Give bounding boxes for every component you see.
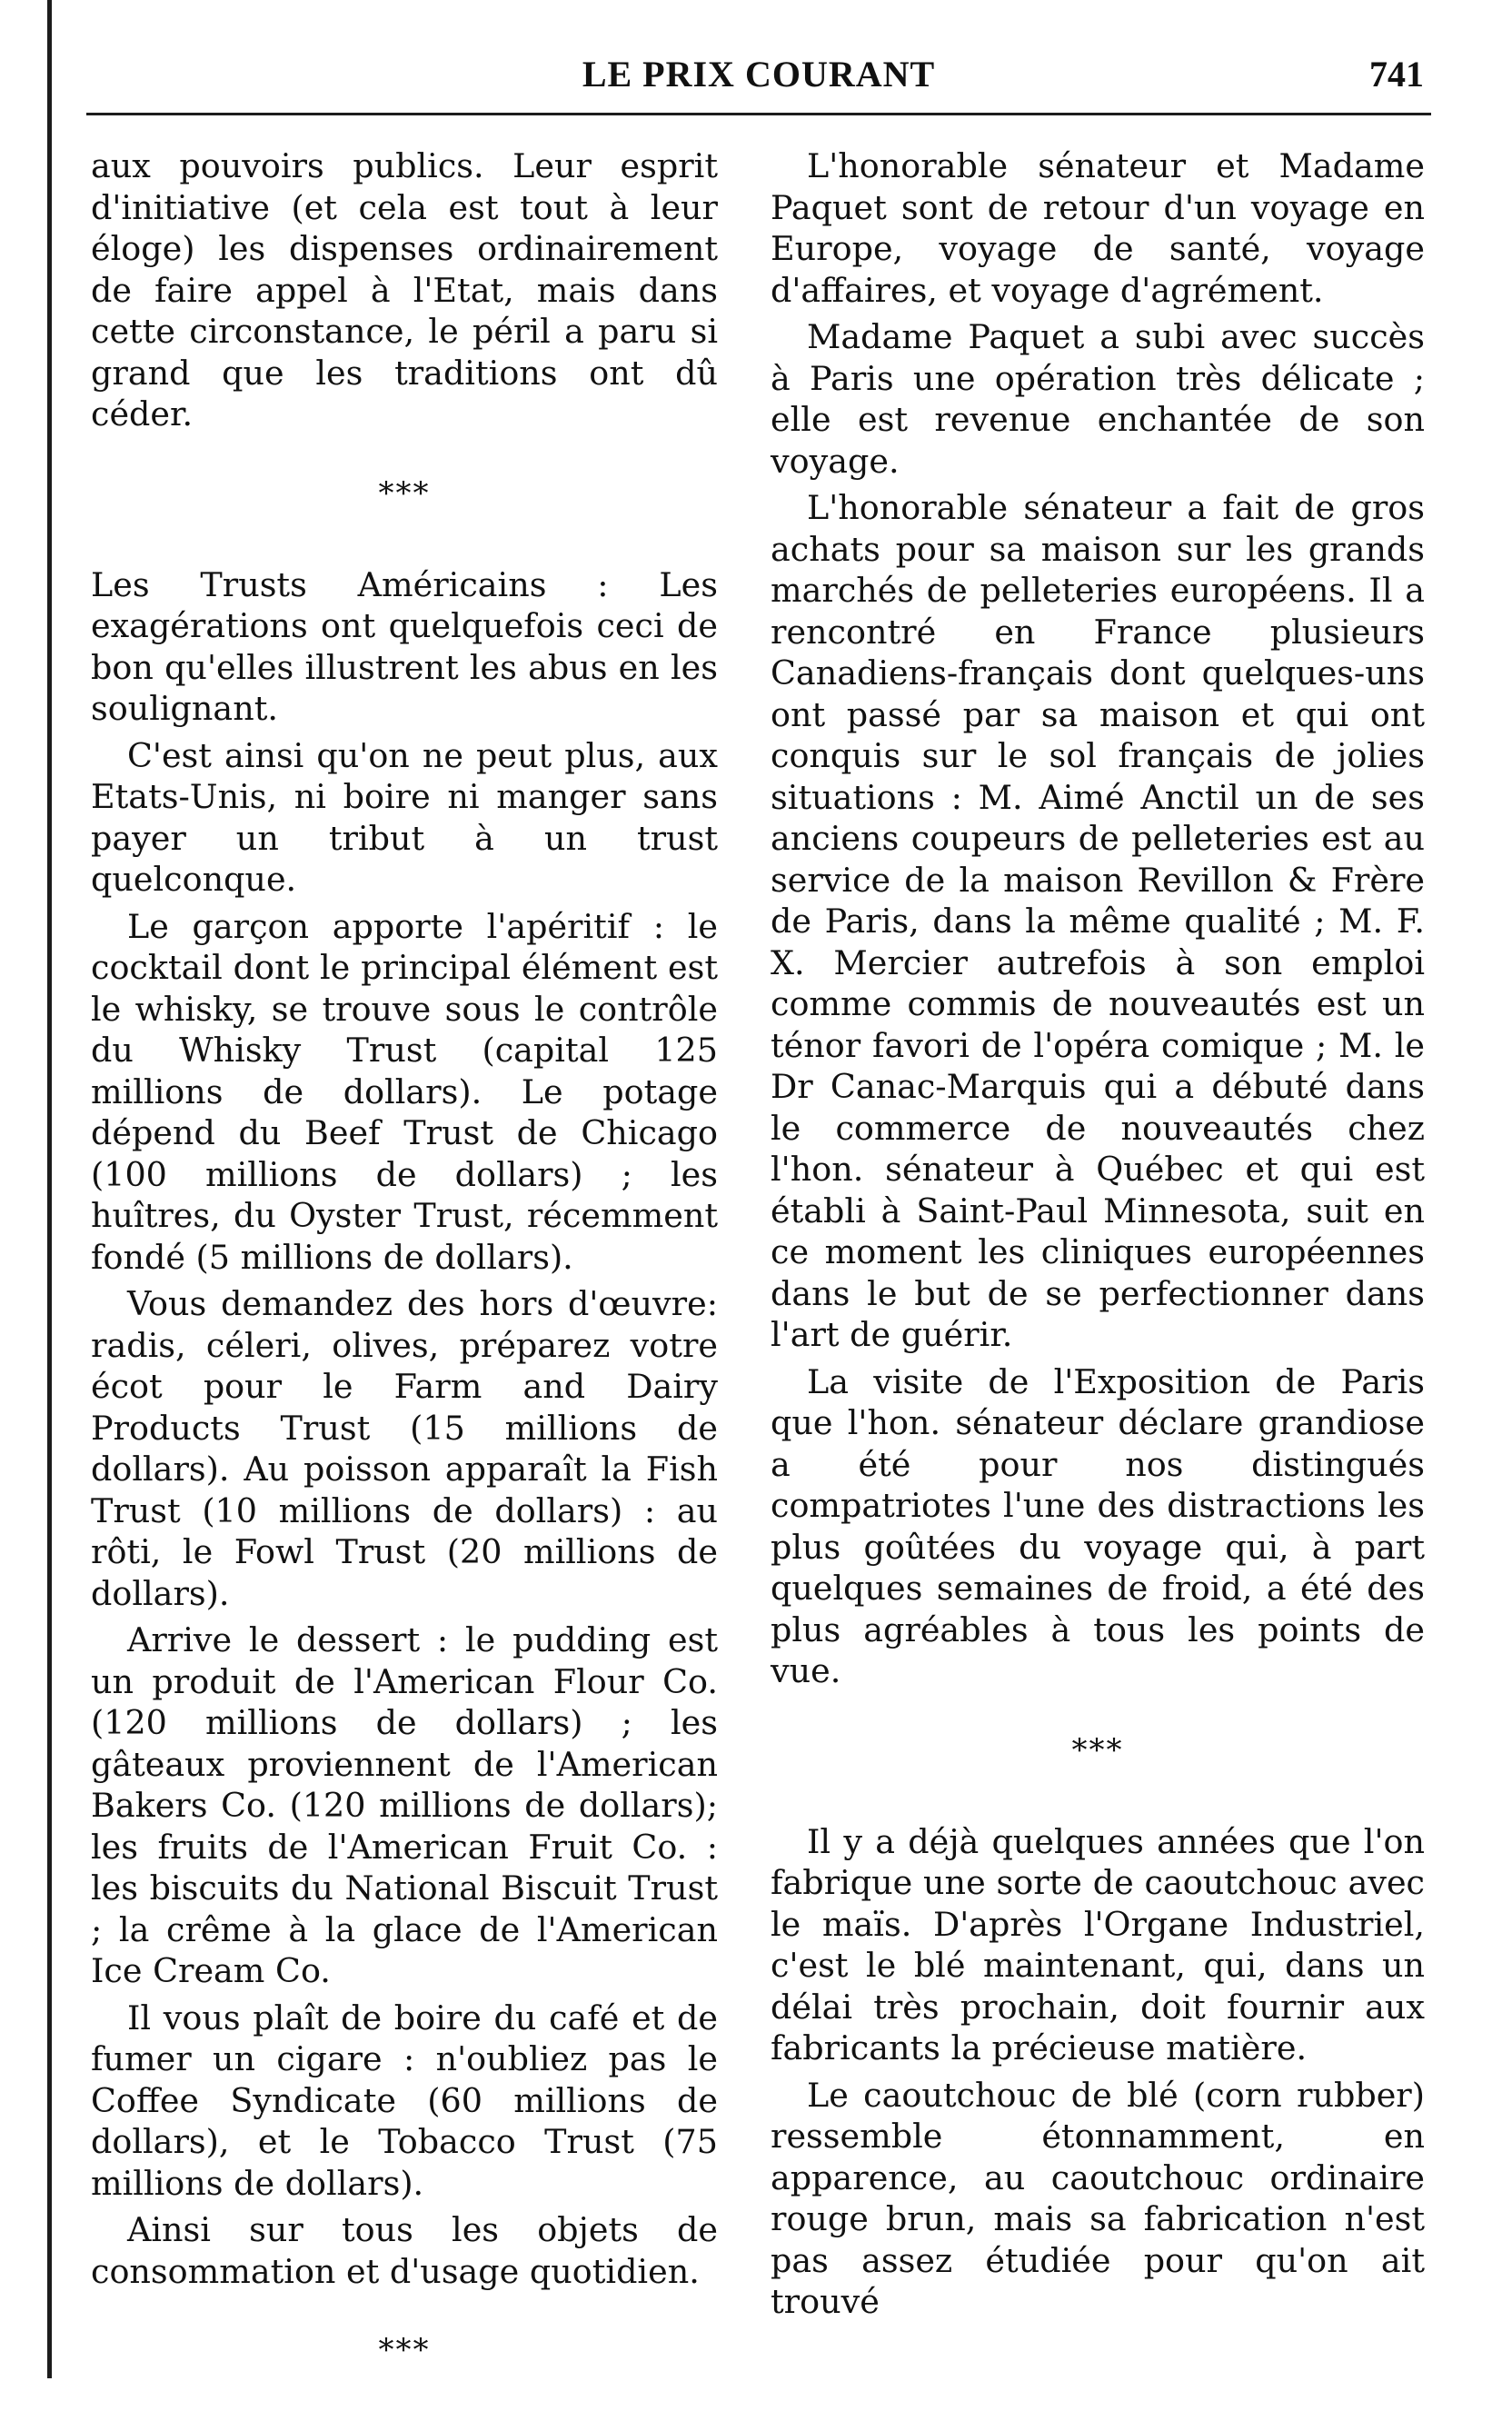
section-separator bbox=[91, 475, 718, 512]
paragraph: Le caoutchouc de blé (corn rubber) ressemble étonnamment, en apparence, au caoutchouc ordinaire rouge brun, mais sa fabrication n'est pas assez étudiée pour qu'on ait trouvé bbox=[771, 2075, 1425, 2321]
paragraph: L'honorable sénateur et Madame Paquet sont de retour d'un voyage en Europe, voyage de santé, voyage d'affaires, et voyage d'agrément. bbox=[771, 146, 1425, 310]
right-column bbox=[771, 145, 1425, 2328]
paragraph: Il y a déjà quelques années que l'on fabrique une sorte de caoutchouc avec le maïs. D'après l'Organe Industriel, c'est le blé maintenant, qui, dans un délai très prochain, doit fournir aux fabricants la précieuse matière. bbox=[771, 1821, 1425, 2067]
paragraph: La visite de l'Exposition de Paris que l'hon. sénateur déclare grandiose a été pour nos distingués compatriotes l'une des distractions les plus goûtées du voyage qui, à part quelques semaines de froid, a été des plus agréables à tous les points de vue. bbox=[771, 1361, 1425, 1690]
running-title: LE PRIX COURANT bbox=[582, 54, 936, 95]
paragraph: Il vous plaît de boire du café et de fumer un cigare : n'oubliez pas le Coffee Syndicate (60 millions de dollars), et le Tobacco Trust (75 millions de dollars). bbox=[91, 1998, 718, 2203]
paragraph: C'est ainsi qu'on ne peut plus, aux Etats-Unis, ni boire ni manger sans payer un tribut à un trust quelconque. bbox=[91, 735, 718, 899]
page-header bbox=[86, 53, 1431, 107]
paragraph: Ainsi sur tous les objets de consommation et d'usage quotidien. bbox=[91, 2210, 718, 2291]
asterism: *** bbox=[378, 2332, 431, 2368]
paragraph: Les Trusts Américains : Les exagérations ont quelquefois ceci de bon qu'elles illustrent les abus en les soulignant. bbox=[91, 564, 718, 728]
section-separator bbox=[771, 1732, 1425, 1768]
paragraph: Vous demandez des hors d'œuvre: radis, céleri, olives, préparez votre écot pour le Farm and Dairy Products Trust (15 millions de dollars). Au poisson apparaît la Fish Trust (10 millions de dollars) : au rôti, le Fowl Trust (20 millions de dollars). bbox=[91, 1284, 718, 1613]
asterism: *** bbox=[378, 474, 431, 512]
page-edge-rule bbox=[47, 0, 52, 2378]
asterism: *** bbox=[1071, 1731, 1124, 1768]
paragraph: Madame Paquet a subi avec succès à Paris une opération très délicate ; elle est revenue enchantée de son voyage. bbox=[771, 317, 1425, 481]
header-rule bbox=[86, 113, 1431, 115]
left-column bbox=[91, 145, 718, 2421]
paragraph: Le garçon apporte l'apéritif : le cocktail dont le principal élément est le whisky, se trouve sous le contrôle du Whisky Trust (capital 125 millions de dollars). Le potage dépend du Beef Trust de Chicago (100 millions de dollars) ; les huîtres, du Oyster Trust, récemment fondé (5 millions de dollars). bbox=[91, 906, 718, 1277]
page-number: 741 bbox=[1369, 54, 1424, 95]
paragraph: L'honorable sénateur a fait de gros achats pour sa maison sur les grands marchés de pelleteries européens. Il a rencontré en France plusieurs Canadiens-français dont quelques-uns ont passé par sa maison et qui ont conquis sur le sol français de jolies situations : M. Aimé Anctil un de ses anciens coupeurs de pelleteries est au service de la maison Revillon & Frère de Paris, dans la même qualité ; M. F. X. Mercier autrefois à son emploi comme commis de nouveautés est un ténor favori de l'opéra comique ; M. le Dr Canac-Marquis qui a débuté dans le commerce de nouveautés chez l'hon. sénateur à Québec et qui est établi à Saint-Paul Minnesota, suit en ce moment les cliniques européennes dans le but de se perfectionner dans l'art de guérir. bbox=[771, 488, 1425, 1354]
section-separator bbox=[91, 2332, 718, 2368]
paragraph: Arrive le dessert : le pudding est un produit de l'American Flour Co. (120 millions de dollars) ; les gâteaux proviennent de l'American Bakers Co. (120 millions de dollars); les fruits de l'American Fruit Co. : les biscuits du National Biscuit Trust ; la crême à la glace de l'American Ice Cream Co. bbox=[91, 1620, 718, 1990]
paragraph: aux pouvoirs publics. Leur esprit d'initiative (et cela est tout à leur éloge) les dispenses ordinairement de faire appel à l'Etat, mais dans cette circonstance, le péril a paru si grand que les traditions ont dû céder. bbox=[91, 146, 718, 433]
